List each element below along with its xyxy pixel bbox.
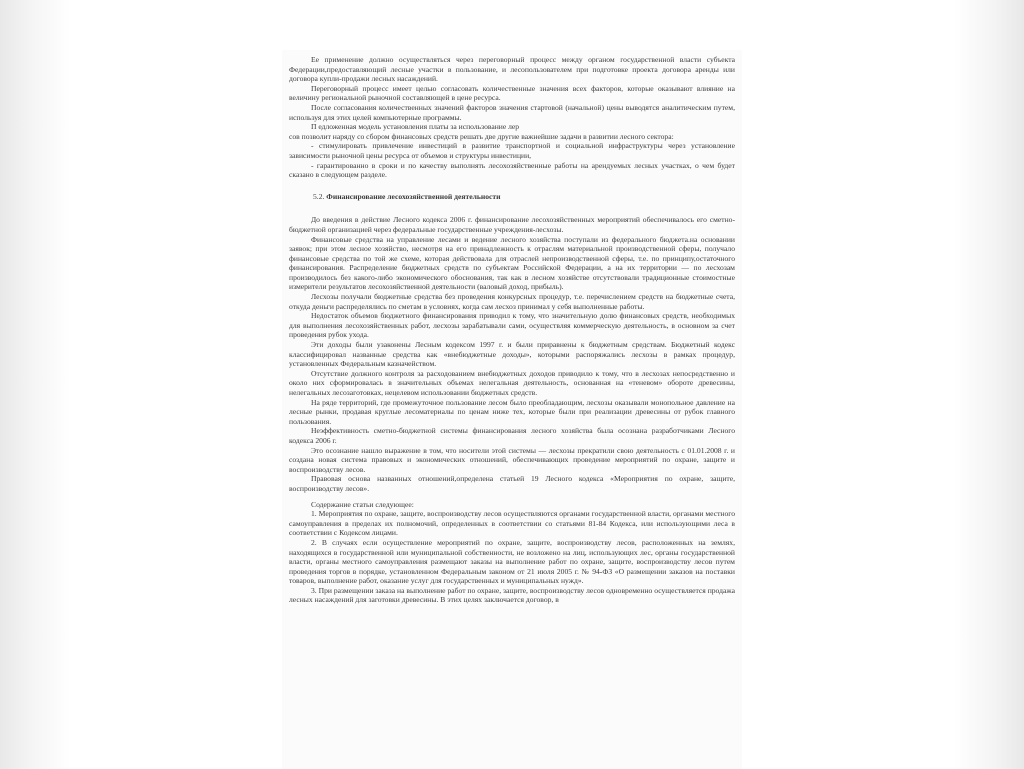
document-text: [289, 55, 735, 605]
paragraph: Переговорный процесс имеет целью согласовать количественные значения всех факторов, которые оказывают влияние на величину региональной рыночной составляющей в цене ресурса.: [289, 83, 735, 103]
paragraph: Отсутствие должного контроля за расходованием внебюджетных доходов приводило к тому, что в лесхозах непосредственно и около них сформировалась в значительных объемах нелегальная деятельность, основанная на «теневом» обороте древесины, нелегальных лесозаготовках, нецелевом использовании бюджетных средств.: [289, 368, 735, 397]
section-heading: [289, 192, 735, 202]
paragraph: 2. В случаях если осуществление мероприятий по охране, защите, воспроизводству лесов, расположенных на землях, находящихся в государственной или муниципальной собственности, не возложено на лиц, использующих лес, органы государственной власти, органы местного самоуправления размещают заказы на выполнение работ по охране, защите, воспроизводству лесов путем проведения торгов в порядке, установленном Федеральным законом от 21 июля 2005 г. № 94-ФЗ «О размещении заказов на поставки товаров, выполнение работ, оказание услуг для государственных и муниципальных нужд».: [289, 537, 735, 586]
paragraph: Финансовые средства на управление лесами и ведение лесного хозяйства поступали из федерального бюджета.на основании заявок; при этом лесное хозяйство, несмотря на его принадлежность к отраслям материальной производственной сферы, получало финансовые средства по той же схеме, которая действовала для отраслей непроизводственной сферы, т.е. по принципу,остаточного финансирования. Распределение бюджетных средств по субъектам Российской Федерации, а на их территории — по лесхозам производилось без какого-либо экономического обоснования, так как в лесном хозяйстве отсутствовали традиционные стоимостные измерители результатов лесохозяйственной деятельности (валовый доход, прибыль).: [289, 234, 735, 292]
section-number: 5.2.: [313, 191, 325, 201]
paragraph: После согласования количественных значений факторов значения стартовой (начальной) цены выводятся аналитическим путем, используя для этих целей компьютерные программы.: [289, 102, 735, 122]
paragraph: Неэффективность сметно-бюджетной системы финансирования лесного хозяйства была осознана разработчиками Лесного кодекса 2006 г.: [289, 426, 735, 445]
paragraph: Содержание статьи следующее:: [311, 499, 414, 509]
paragraph: - стимулировать привлечение инвестиций в развитие транспортной и социальной инфраструктуры через установление зависимости рыночной цены ресурса от объемов и структуры инвестиции,: [289, 141, 735, 160]
paragraph: Правовая основа названных отношений,определена статьей 19 Лесного кодекса «Мероприятия по охране, защите, воспроизводству лесов».: [289, 474, 735, 493]
paragraph: Лесхозы получали бюджетные средства без проведения конкурсных процедур, т.е. перечислением средств на бюджетные счета, откуда деньги распределялись по сметам в условиях, когда сам лесхоз принимал у себя выполненные работы.: [289, 292, 735, 311]
paragraph: 3. При размещении заказа на выполнение работ по охране, защите, воспроизводству лесов одновременно осуществляется продажа лесных насаждений для заготовки древесины. В этих целях заключается договор, в: [289, 585, 735, 605]
paragraph: Эти доходы были узаконены Лесным кодексом 1997 г. и были приравнены к бюджетным средствам. Бюджетный кодекс классифицировал названные средства как «внебюджетные доходы», которыми распоряжались лесхозы в рамках процедур, установленных Федеральным казначейством.: [289, 340, 735, 369]
paragraph: Ее применение должно осуществляться через переговорный процесс между органом государственной власти субъекта Федерации,предоставляющий лесные участки в пользование, и лесопользователем при подготовке проекта договора аренды или договора купли-продажи лесных насаждений.: [289, 55, 735, 84]
paragraph: До введения в действие Лесного кодекса 2006 г. финансирование лесохозяйственных мероприятий обеспечивалось его сметно-бюджетной организацией через федеральные государственные учреждения-лесхозы.: [289, 215, 735, 234]
section-title: Финансирование лесохозяйственной деятельности: [326, 191, 501, 201]
paragraph: Это осознание нашло выражение в том, что носители этой системы — лесхозы прекратили свою деятельность с 01.01.2008 г. и создана новая система правовых и экономических отношений, обеспечивающих проведение мероприятий по охране, защите и воспроизводству лесов.: [289, 445, 735, 474]
paragraph: сов позволит наряду со сбором финансовых средств решать две другие важнейшие задачи в развитии лесного сектора:: [289, 131, 674, 141]
paragraph: Недостаток объемов бюджетного финансирования приводил к тому, что значительную долю финансовых средств, необходимых для выполнения лесохозяйственных работ, лесхозы зарабатывали сами, осуществляя коммерческую деятельность, в основном за счет проведения рубок ухода.: [289, 311, 735, 340]
paragraph: На ряде территорий, где промежуточное пользование лесом было преобладающим, лесхозы оказывали монопольное давление на лесные рынки, продавая круглые лесоматериалы по ценам ниже тех, которые были при реализации древесины от рубок главного пользования.: [289, 397, 735, 426]
paragraph: П едложенная модель установления платы за использование лер: [311, 122, 520, 132]
paragraph: 1. Мероприятия по охране, защите, воспроизводству лесов осуществляются органами государственной власти, органами местного самоуправления в пределах их полномочий, определенных в соответствии со статьями 81-84 Кодекса, или использующими леса в соответствии с Кодексом лицами.: [289, 509, 735, 538]
paragraph: - гарантированно в сроки и по качеству выполнять лесохозяйственные работы на арендуемых лесных участках, о чем будет сказано в следующем разделе.: [289, 160, 735, 180]
